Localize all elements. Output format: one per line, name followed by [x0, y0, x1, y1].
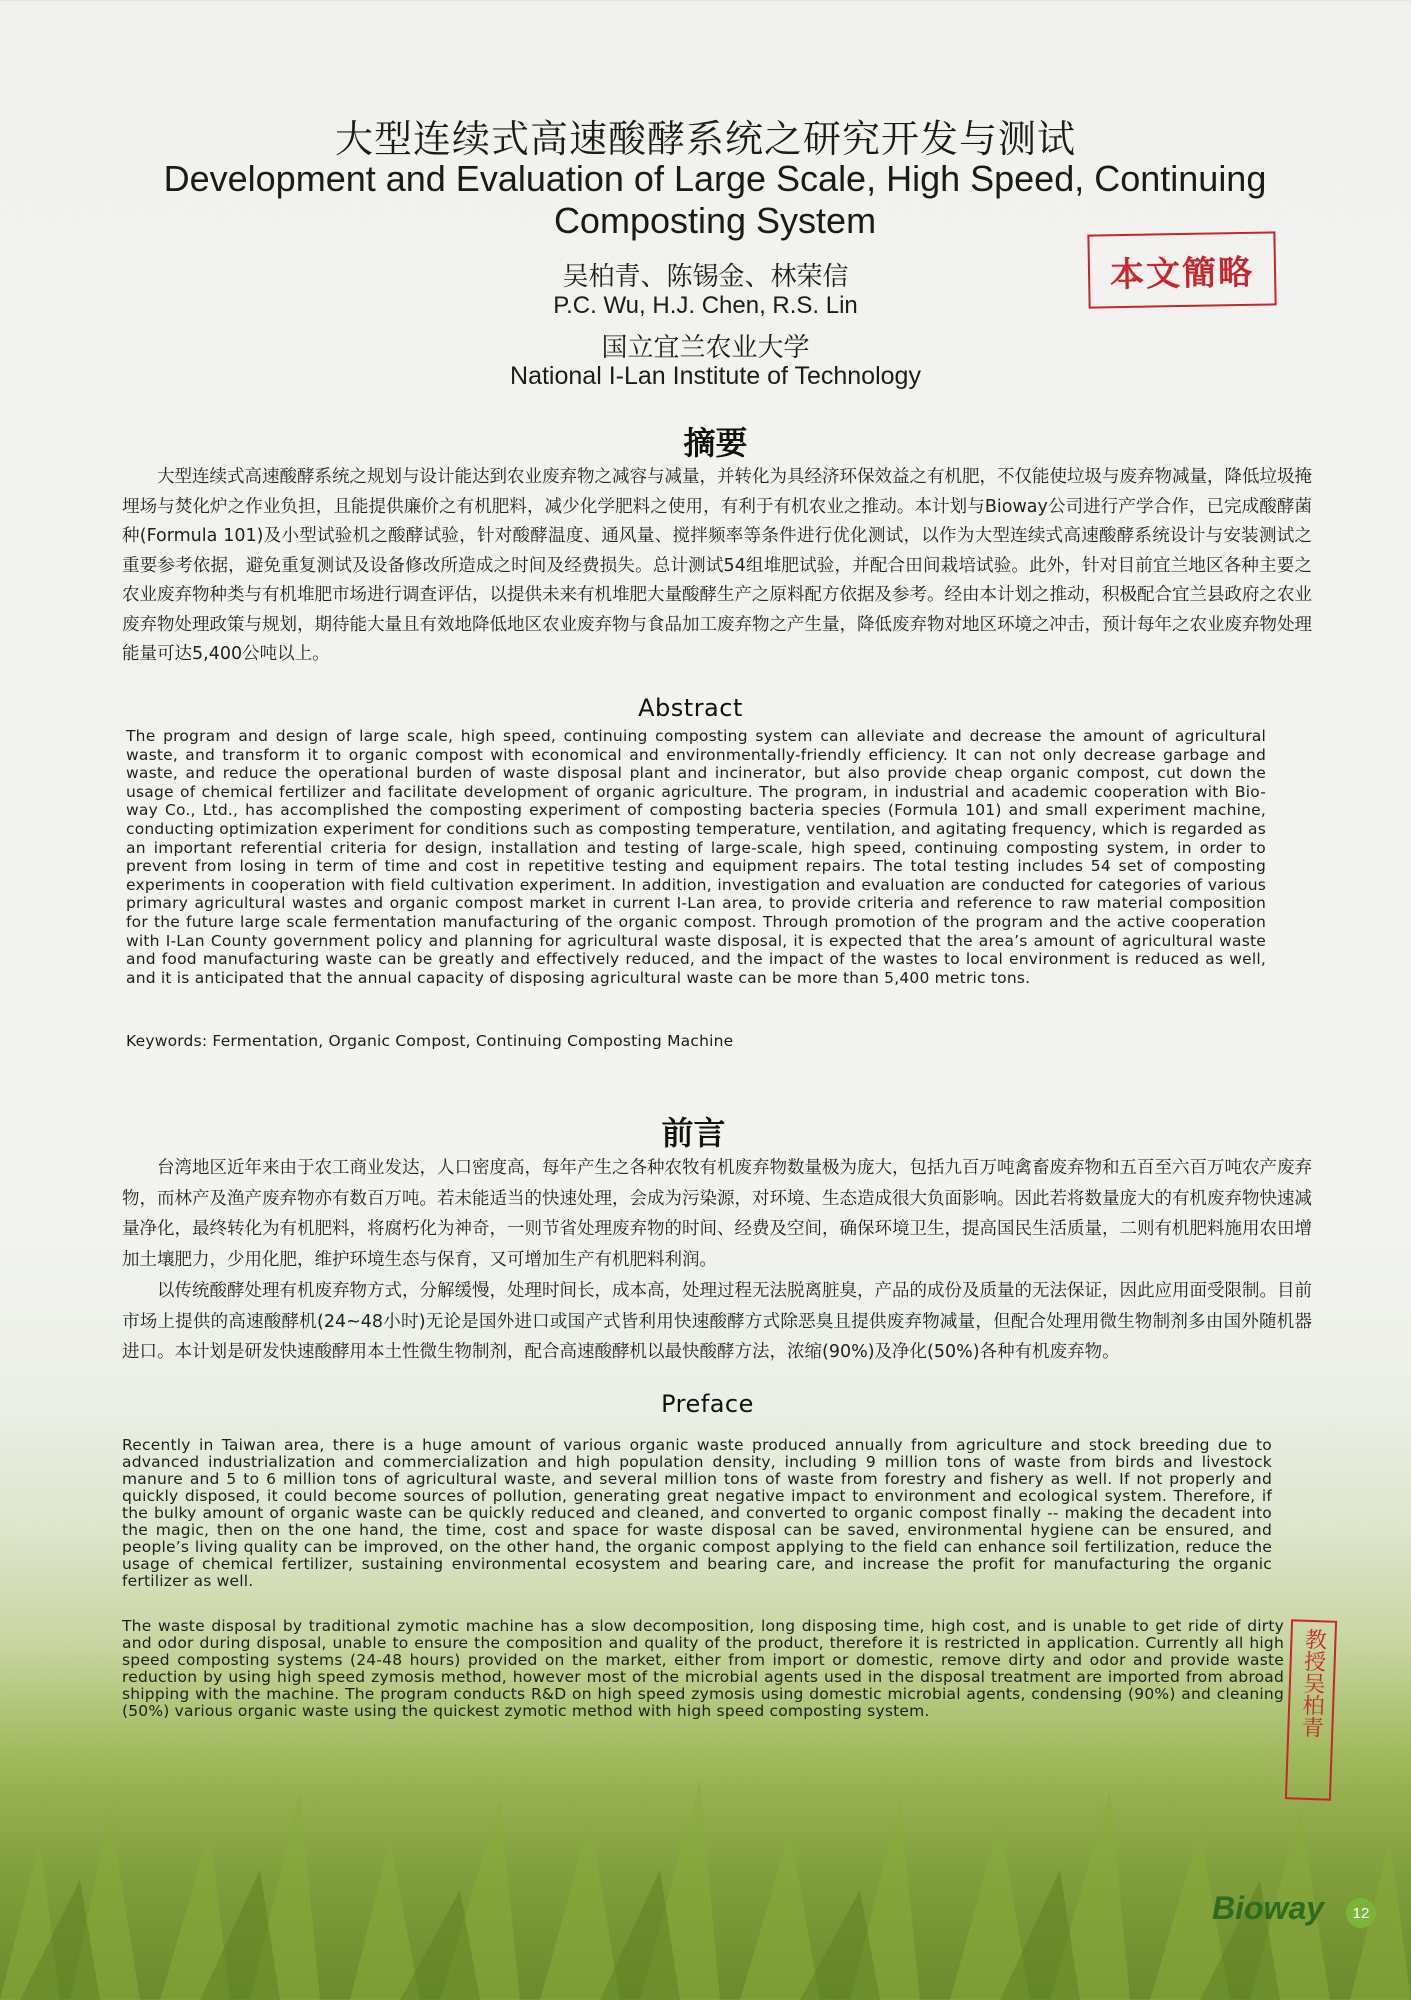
preface-paragraph-1-english: Recently in Taiwan area, there is a huge amount of various organic waste produced annually from agriculture and stock breeding due to advanced industrialization and commercialization and high population density, including 9 million tons of waste from birds and livestock manure and 5 to 6 million tons of agricultural waste, and several million tons of waste from forestry and fishery as well. If not properly and quickly disposed, it could become sources of pollution, generating great negative impact to environment and ecological system. Therefore, if the bulky amount of organic waste can be quickly reduced and cleaned, and converted to organic compost finally -- making the decadent into the magic, then on the one hand, the time, cost and space for waste disposal can be saved, environmental hygiene can be ensured, and people’s living quality can be improved, on the other hand, the organic compost applying to the field can enhance soil fertilization, reduce the usage of chemical fertilizer, sustaining environmental ecosystem and bearing care, and increase the profit for manufacturing the organic fertilizer as well.	[122, 1436, 1272, 1590]
institution-english: National I-Lan Institute of Technology	[510, 362, 921, 390]
crop-field-background-image	[0, 1720, 1411, 2000]
preface-paragraph-2-chinese: 以传统酸酵处理有机废弃物方式，分解缓慢，处理时间长，成本高，处理过程无法脱离脏臭，产品的成份及质量的无法保证，因此应用面受限制。目前市场上提供的高速酸酵机(24~48小时)无论是国外进口或国产式皆利用快速酸酵方式除恶臭且提供废弃物减量，但配合处理用微生物制剂多由国外随机器进口。本计划是研发快速酸酵用本土性微生物制剂，配合高速酸酵机以最快酸酵方法，浓缩(90%)及净化(50%)各种有机废弃物。	[122, 1281, 1312, 1362]
red-seal-stamp	[1285, 1619, 1337, 1800]
preface-paragraph-1-chinese: 台湾地区近年来由于农工商业发达，人口密度高，每年产生之各种农牧有机废弃物数量极为庞大，包括九百万吨禽畜废弃物和五百至六百万吨农产废弃物，而林产及渔产废弃物亦有数百万吨。若未能适当的快速处理，会成为污染源，对环境、生态造成很大负面影响。因此若将数量庞大的有机废弃物快速减量净化，最终转化为有机肥料，将腐朽化为神奇，一则节省处理废弃物的时间、经费及空间，确保环境卫生，提高国民生活质量，二则有机肥料施用农田增加土壤肥力，少用化肥，维护环境生态与保育，又可增加生产有机肥料利润。	[122, 1158, 1312, 1270]
preface-heading-chinese: 前言	[661, 1114, 726, 1152]
bioway-logo: Bioway	[1212, 1890, 1325, 1926]
keywords: Keywords: Fermentation, Organic Compost, Continuing Composting Machine	[126, 1032, 734, 1050]
summary-stamp: 本文簡略	[1087, 231, 1276, 308]
abstract-body-english: The program and design of large scale, high speed, continuing composting system can alleviate and decrease the amount of agricultural waste, and transform it to organic compost with economical and environmentally-friendly efficiency. It can not only decrease garbage and waste, and reduce the operational burden of waste disposal plant and incinerator, but also provide cheap organic compost, cut down the usage of chemical fertilizer and facilitate development of organic agriculture. The program, in industrial and academic cooperation with Bio-way Co., Ltd., has accomplished the composting experiment of composting bacteria species (Formula 101) and small experiment machine, conducting optimization experiment for conditions such as composting temperature, ventilation, and agitating frequency, which is regarded as an important referential criteria for design, installation and testing of large-scale, high speed, continuing composting system, in order to prevent from losing in term of time and cost in repetitive testing and equipment repairs. The total testing includes 54 set of composting experiments in cooperation with field cultivation experiment. In addition, investigation and evaluation are conducted for categories of various primary agricultural wastes and organic compost market in current I-Lan area, to provide criteria and reference to raw material composition for the future large scale fermentation manufacturing of the organic compost. Through promotion of the program and the active cooperation with I-Lan County government policy and planning for agricultural waste disposal, it is expected that the area’s amount of agricultural waste and food manufacturing waste can be greatly and effectively reduced, and the impact of the wastes to local environment is reduced as well, and it is anticipated that the annual capacity of disposing agricultural waste can be more than 5,400 metric tons.	[126, 727, 1266, 987]
preface-heading-english: Preface	[661, 1390, 754, 1418]
institution-chinese: 国立宜兰农业大学	[601, 333, 810, 363]
authors-chinese: 吴柏青、陈锡金、林荣信	[562, 262, 849, 292]
seal-text: 教授吴柏青	[1298, 1627, 1327, 1739]
abstract-body-chinese: 大型连续式高速酸酵系统之规划与设计能达到农业废弃物之减容与减量，并转化为具经济环保效益之有机肥，不仅能使垃圾与废弃物减量，降低垃圾掩埋场与焚化炉之作业负担，且能提供廉价之有机肥料，减少化学肥料之使用，有利于有机农业之推动。本计划与Bioway公司进行产学合作，已完成酸酵菌种(Formula 101)及小型试验机之酸酵试验，针对酸酵温度、通风量、搅拌频率等条件进行优化测试，以作为大型连续式高速酸酵系统设计与安装测试之重要参考依据，避免重复测试及设备修改所造成之时间及经费损失。总计测试54组堆肥试验，并配合田间栽培试验。此外，针对目前宜兰地区各种主要之农业废弃物种类与有机堆肥市场进行调查评估，以提供未来有机堆肥大量酸酵生产之原料配方依据及参考。经由本计划之推动，积极配合宜兰县政府之农业废弃物处理政策与规划，期待能大量且有效地降低地区农业废弃物与食品加工废弃物之产生量，降低废弃物对地区环境之冲击，预计每年之农业废弃物处理能量可达5,400公吨以上。	[122, 467, 1312, 664]
preface-paragraph-2-english: The waste disposal by traditional zymotic machine has a slow decomposition, long disposing time, high cost, and is unable to get ride of dirty and odor during disposal, unable to ensure the composition and quality of the product, therefore it is restricted in application. Currently all high speed composting systems (24-48 hours) provided on the market, either from import or domestic, remove dirty and odor and provide waste reduction by using high speed zymosis method, however most of the microbial agents used in the disposal treatment are imported from abroad shipping with the machine. The program conducts R&D on high speed zymosis using domestic microbial agents, condensing (90%) and cleaning (50%) various organic waste using the quickest zymotic method with high speed composting system.	[122, 1617, 1284, 1720]
title-english: Development and Evaluation of Large Scale, High Speed, Continuing Composting System	[163, 158, 1267, 241]
abstract-heading-chinese: 摘要	[683, 424, 748, 462]
authors-english: P.C. Wu, H.J. Chen, R.S. Lin	[553, 292, 858, 319]
abstract-heading-english: Abstract	[638, 694, 743, 722]
page-number: 12	[1346, 1898, 1376, 1928]
title-chinese: 大型连续式高速酸酵系统之研究开发与测试	[334, 117, 1076, 161]
